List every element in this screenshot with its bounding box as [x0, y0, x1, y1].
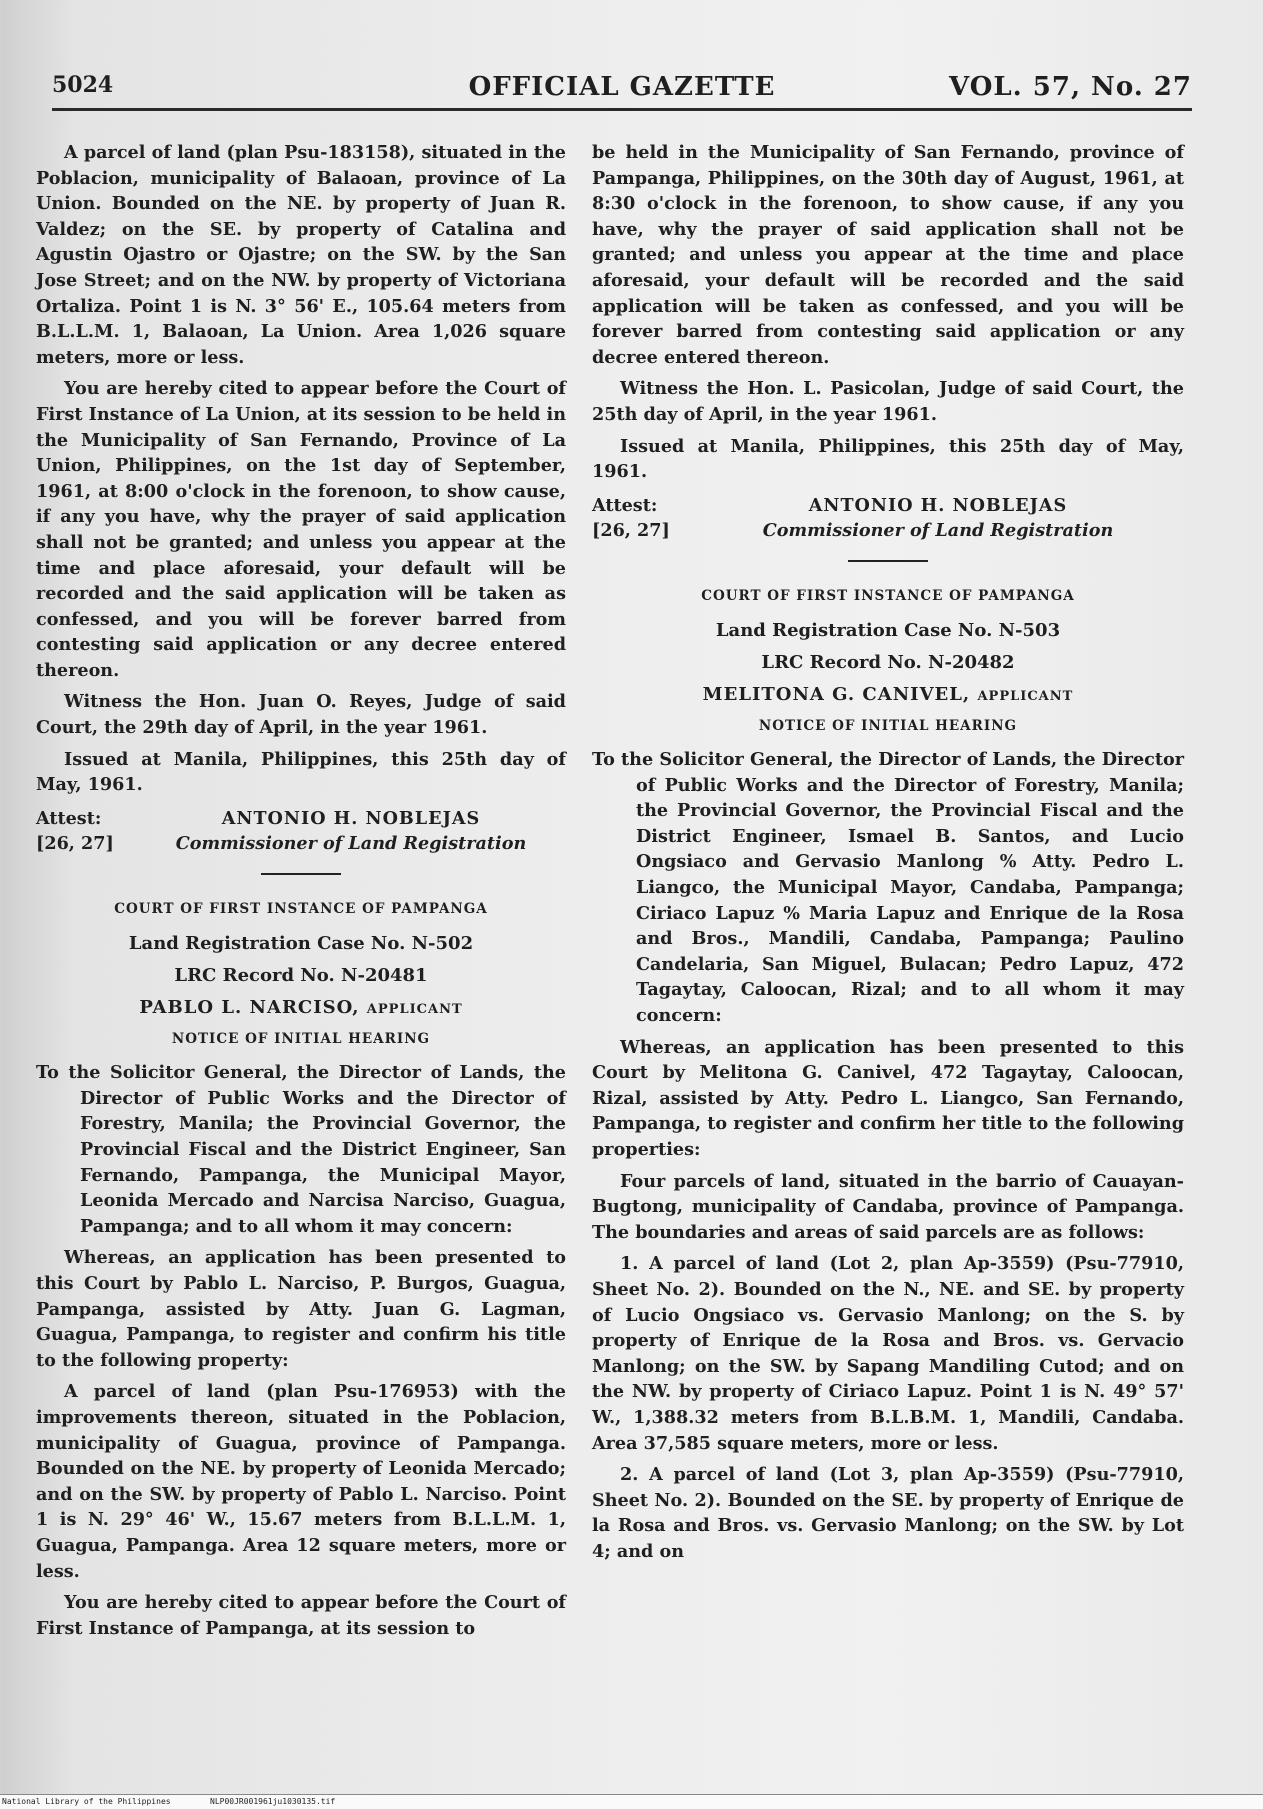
- case-number: Land Registration Case No. N-502: [128, 932, 474, 954]
- citation-continuation: be held in the Municipality of San Fernando, province of Pampanga, Philippines, on the 30th day of August, 1961, at 8:30 o'clock in the forenoon, to show cause, if any you have, why the prayer of said application shall not be granted; and unless you appear at the time and place aforesaid, your default will be recorded and the said application will be taken as confessed, and you will be forever barred from contesting said application or any decree entered thereon.: [592, 142, 1184, 368]
- commissioner-title: Commissioner of Land Registration: [762, 520, 1114, 542]
- library-credit: National Library of the Philippines: [2, 1797, 171, 1806]
- parcel-1-description: 1. A parcel of land (Lot 2, plan Ap-3559) (Psu-77910, Sheet No. 2). Bounded on the N., NE. and SE. by property of Lucio Ongsiaco vs. Gervasio Manlong; on the S. by property of Enrique de la Rosa and Bros. vs. Gervacio Manlong; on the SW. by Sapang Mandiling Cutod; and on the NW. by property of Ciriaco Lapuz. Point 1 is N. 49° 57' W., 1,388.32 meters from B.L.B.M. 1, Mandili, Candaba. Area 37,585 square meters, more or less.: [592, 1253, 1184, 1454]
- left-column: [36, 140, 566, 1647]
- lrc-record-number: LRC Record No. N-20482: [761, 651, 1015, 673]
- notice-heading: NOTICE OF INITIAL HEARING: [171, 1030, 431, 1047]
- attest-label: Attest:: [592, 494, 658, 516]
- addressees: To the Solicitor General, the Director of Lands, the Director of Public Works and the Director of Forestry, Manila; the Provincial Governor, the Provincial Fiscal and the District Engineer, Ismael B. Santos, and Lucio Ongsiaco and Gervasio Manlong % Atty. Pedro L. Liangco, the Municipal Mayor, Candaba, Pampanga; Ciriaco Lapuz % Maria Lapuz and Enrique de la Rosa and Bros., Mandili, Candaba, Pampanga; Paulino Candelaria, San Miguel, Bulacan; Pedro Lapuz, 472 Tagaytay, Caloocan, Rizal; and to all whom it may concern:: [592, 749, 1184, 1027]
- commissioner-name: ANTONIO H. NOBLEJAS: [808, 494, 1068, 516]
- court-heading: COURT OF FIRST INSTANCE OF PAMPANGA: [701, 587, 1075, 604]
- parcel-description: A parcel of land (plan Psu-176953) with the improvements thereon, situated in the Poblacion, municipality of Guagua, province of Pampanga. Bounded on the NE. by property of Leonida Mercado; and on the SW. by property of Pablo L. Narciso. Point 1 is N. 29° 46' W., 15.67 meters from B.L.L.M. 1, Guagua, Pampanga. Area 12 square meters, more or less.: [36, 1381, 566, 1582]
- scan-filename: NLP00JR001961ju1030135.tif: [210, 1797, 336, 1806]
- parcel-2-description: 2. A parcel of land (Lot 3, plan Ap-3559) (Psu-77910, Sheet No. 2). Bounded on the SE. by property of Enrique de la Rosa and Bros. vs. Gervasio Manlong; on the SW. by Lot 4; and on: [592, 1464, 1184, 1562]
- case-number: Land Registration Case No. N-503: [715, 619, 1061, 641]
- witness-paragraph: Witness the Hon. L. Pasicolan, Judge of said Court, the 25th day of April, in the year 1961.: [592, 378, 1184, 425]
- application-paragraph: Whereas, an application has been presented to this Court by Pablo L. Narciso, P. Burgos, Guagua, Pampanga, assisted by Atty. Juan G. Lagman, Guagua, Pampanga, to register and confirm his title to the following property:: [36, 1247, 566, 1371]
- applicant-line: MELITONA G. CANIVEL, applicant: [702, 683, 1074, 705]
- attest-ref: [26, 27]: [36, 833, 114, 855]
- court-heading: COURT OF FIRST INSTANCE OF PAMPANGA: [114, 901, 488, 918]
- right-column: [592, 140, 1184, 1571]
- attestation: [592, 493, 1184, 544]
- attest-label: Attest:: [36, 807, 102, 829]
- issued-paragraph: Issued at Manila, Philippines, this 25th day of May, 1961.: [592, 435, 1184, 483]
- parcel-description: A parcel of land (plan Psu-183158), situated in the Poblacion, municipality of Balaoan, province of La Union. Bounded on the NE. by property of Juan R. Valdez; on the SE. by property of Catalina and Agustin Ojastro or Ojastre; on the SW. by the San Jose Street; and on the NW. by property of Victoriana Ortaliza. Point 1 is N. 3° 56' E., 105.64 meters from B.L.L.M. 1, Balaoan, La Union. Area 1,026 square meters, more or less.: [36, 142, 566, 368]
- section-divider: [261, 873, 341, 875]
- section-divider: [848, 560, 928, 562]
- page-number: 5024: [52, 72, 114, 98]
- attest-ref: [26, 27]: [592, 520, 670, 542]
- publication-title: OFFICIAL GAZETTE: [468, 72, 776, 102]
- addressees: To the Solicitor General, the Director of Lands, the Director of Public Works and the Director of Forestry, Manila; the Provincial Governor, the Provincial Fiscal and the District Engineer, San Fernando, Pampanga, the Municipal Mayor, Leonida Mercado and Narcisa Narciso, Guagua, Pampanga; and to all whom it may concern:: [36, 1062, 566, 1237]
- applicant-line: PABLO L. NARCISO, applicant: [139, 996, 463, 1018]
- application-paragraph: Whereas, an application has been presented to this Court by Melitona G. Canivel, 472 Tagaytay, Caloocan, Rizal, assisted by Atty. Pedro L. Liangco, San Fernando, Pampanga, to register and confirm her title to the following properties:: [592, 1036, 1184, 1160]
- commissioner-name: ANTONIO H. NOBLEJAS: [221, 807, 481, 829]
- scan-footer: [0, 1794, 1263, 1809]
- witness-paragraph: Witness the Hon. Juan O. Reyes, Judge of said Court, the 29th day of April, in the year 1961.: [36, 691, 566, 739]
- commissioner-title: Commissioner of Land Registration: [175, 833, 527, 855]
- citation-paragraph: You are hereby cited to appear before the Court of First Instance of Pampanga, at its session to: [36, 1592, 566, 1639]
- attestation: [36, 806, 566, 857]
- parcels-intro: Four parcels of land, situated in the barrio of Cauayan-Bugtong, municipality of Candaba, province of Pampanga. The boundaries and areas of said parcels are as follows:: [592, 1170, 1184, 1243]
- citation-paragraph: You are hereby cited to appear before the Court of First Instance of La Union, at its session to be held in the Municipality of San Fernando, Province of La Union, Philippines, on the 1st day of September, 1961, at 8:00 o'clock in the forenoon, to show cause, if any you have, why the prayer of said application shall not be granted; and unless you appear at the time and place aforesaid, your default will be recorded and the said application will be taken as confessed, and you will be forever barred from contesting said application or any decree entered thereon.: [36, 378, 566, 681]
- lrc-record-number: LRC Record No. N-20481: [174, 964, 428, 986]
- volume-number: VOL. 57, No. 27: [949, 72, 1192, 102]
- issued-paragraph: Issued at Manila, Philippines, this 25th day of May, 1961.: [36, 748, 566, 796]
- page-header: [52, 72, 1192, 111]
- notice-heading: NOTICE OF INITIAL HEARING: [758, 717, 1018, 734]
